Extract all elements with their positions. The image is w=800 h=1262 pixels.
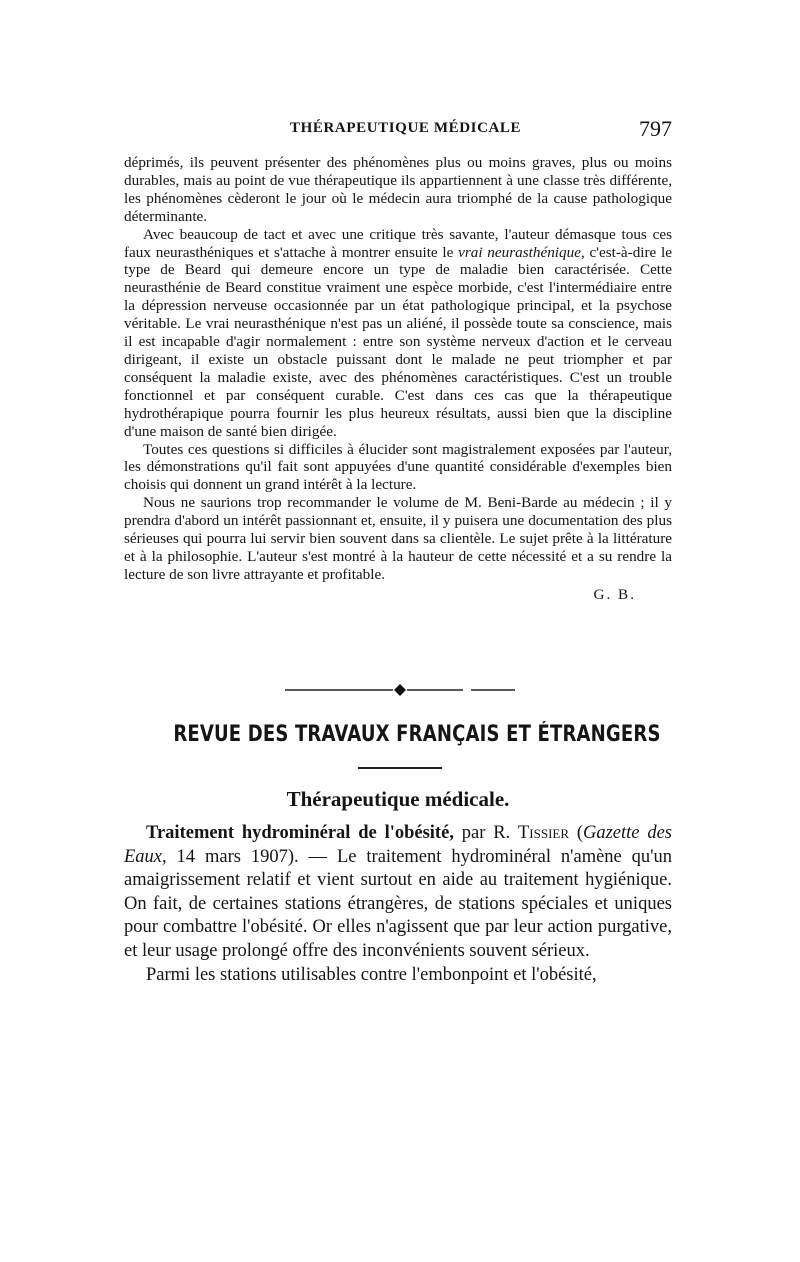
- article-title: Traitement hydrominéral de l'obésité,: [146, 823, 454, 843]
- divider-diamond: [394, 684, 406, 696]
- review-paragraph: déprimés, ils peuvent présenter des phénomènes plus ou moins graves, plus ou moins durables, mais au point de vue thérapeutique ils appartiennent à une classe très différente, les phénomènes cèderont le jour où le médecin aura triomphé de la cause pathologique déterminante.: [124, 154, 672, 225]
- review-signature: G. B.: [593, 585, 636, 603]
- review-paragraph: Toutes ces questions si difficiles à élucider sont magistralement exposées par l'auteur, les démonstrations qu'il fait sont appuyées d'une quantité considérable d'exemples bien choisis qui donnent un grand intérêt à la lecture.: [124, 440, 672, 494]
- article-author: Tissier: [517, 823, 570, 843]
- review-paragraph: Nous ne saurions trop recommander le volume de M. Beni-Barde au médecin ; il y prendra d'abord un intérêt passionnant et, ensuite, il y puisera une documentation des plus sérieuses qui pourra lui servir bien souvent dans sa clientèle. Le sujet prête à la littérature et à la philosophie. L'auteur s'est montré à la hauteur de cette nécessité et a su rendre la lecture de son livre attrayante et profitable.: [124, 494, 672, 583]
- page-number: 797: [639, 116, 672, 141]
- running-title: THÉRAPEUTIQUE MÉDICALE: [290, 120, 522, 136]
- article-body: Le traitement hydrominéral n'amène qu'un amaigrissement relatif et vient surtout en aide au traitement hygiénique. On fait, de certaines stations étrangères, de stations spéciales et uniques pour combattre l'obésité. Or elles n'agissent que par leur action purgative, et leur usage prolongé offre des inconvénients souvent sérieux.: [124, 846, 673, 961]
- section-heading: REVUE DES TRAVAUX FRANÇAIS ET ÉTRANGERS: [173, 722, 661, 747]
- article-source: Gazette des Eaux: [124, 823, 672, 867]
- running-head: [124, 116, 672, 146]
- ornamental-divider: [285, 682, 515, 698]
- review-paragraph: [124, 226, 672, 441]
- review-text: , c'est-à-dire le type de Beard qui demeure encore un type de maladie bien caractérisée. Cette neurasthénie de Beard constitue vraiment une espèce morbide, c'est l'intermédiaire entre la dépression nerveuse occasionnée par un état pathologique principal, et la psychose véritable. Le vrai neurasthénique n'est pas un aliéné, il possède toute sa conscience, mais il est incapable d'agir normalement : entre son système nerveux d'action et le cerveau dirigeant, il existe un obstacle puissant dont le malade ne peut triompher et par conséquent la maladie existe, avec des phénomènes caractéristiques. C'est un trouble fonctionnel et par conséquent curable. C'est dans ces cas que la thérapeutique hydrothérapique pourra fournir les plus heureux résultats, aussi bien que la discipline d'une maison de santé bien dirigée.: [124, 243, 672, 440]
- heading-rule: [358, 767, 442, 769]
- sub-heading: Thérapeutique médicale.: [286, 787, 510, 811]
- review-text: Avec beaucoup de tact et avec une critique très savante, l'auteur démasque tous ces faux neurasthéniques et s'attache à montrer ensuite le: [124, 225, 672, 261]
- article-paragraph: [124, 822, 672, 964]
- article-source-open: (: [569, 823, 583, 843]
- article-by: par R.: [453, 823, 518, 843]
- article-paragraph: Parmi les stations utilisables contre l'embonpoint et l'obésité,: [146, 964, 597, 985]
- review-italic-term: vrai neurasthénique: [458, 243, 581, 261]
- article: [124, 822, 672, 987]
- article-date: , 14 mars 1907). —: [162, 846, 337, 867]
- book-review: [124, 154, 672, 604]
